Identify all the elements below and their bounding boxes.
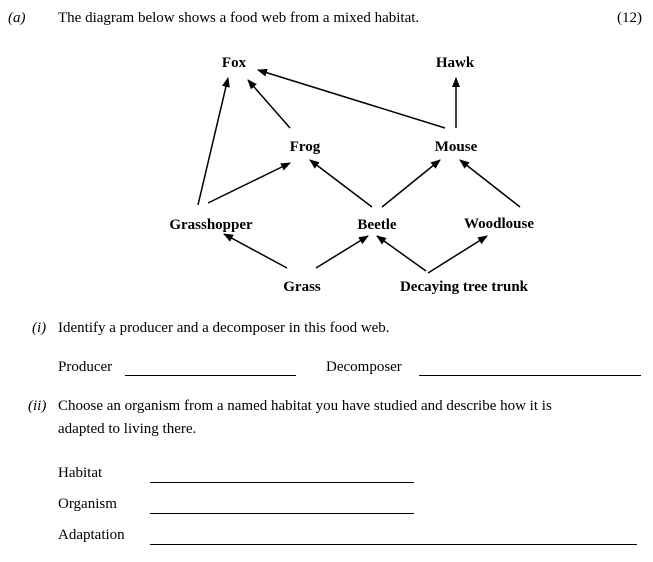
decomposer-answer-line[interactable]: [419, 375, 641, 376]
arrow-frog-to-fox: [248, 80, 290, 128]
arrow-grasshopper-to-frog: [208, 163, 290, 203]
node-decaying-tree-trunk: Decaying tree trunk: [399, 279, 529, 295]
decomposer-label: Decomposer: [326, 359, 402, 375]
organism-answer-line[interactable]: [150, 513, 414, 514]
node-frog: Frog: [289, 139, 321, 155]
node-grass: Grass: [283, 279, 321, 295]
habitat-label: Habitat: [58, 465, 103, 481]
arrow-grass-to-beetle: [316, 236, 368, 268]
node-beetle: Beetle: [357, 217, 397, 233]
producer-answer-line[interactable]: [125, 375, 296, 376]
node-grasshopper: Grasshopper: [169, 217, 253, 233]
organism-label: Organism: [58, 496, 117, 512]
arrow-trunk-to-beetle: [377, 236, 426, 271]
arrow-grass-to-grasshopper: [224, 234, 287, 268]
producer-label: Producer: [58, 359, 113, 375]
question-marks: (12): [617, 10, 642, 26]
arrow-mouse-to-fox: [258, 70, 445, 128]
part-i-text: Identify a producer and a decomposer in this food web.: [58, 320, 390, 336]
question-label: (a): [8, 10, 26, 26]
arrow-woodlouse-to-mouse: [460, 160, 520, 207]
part-ii-text-line2: adapted to living there.: [58, 421, 197, 437]
adaptation-answer-line[interactable]: [150, 544, 637, 545]
question-intro: The diagram below shows a food web from a mixed habitat.: [58, 10, 420, 26]
node-hawk: Hawk: [435, 55, 475, 71]
arrow-trunk-to-woodlouse: [428, 236, 487, 273]
node-woodlouse: Woodlouse: [463, 216, 535, 232]
adaptation-label: Adaptation: [58, 527, 125, 543]
arrow-beetle-to-frog: [310, 160, 372, 207]
node-mouse: Mouse: [434, 139, 478, 155]
part-i-label: (i): [32, 320, 47, 336]
arrow-grasshopper-to-fox: [198, 78, 228, 205]
habitat-answer-line[interactable]: [150, 482, 414, 483]
node-fox: Fox: [221, 55, 247, 71]
part-ii-label: (ii): [28, 398, 47, 414]
part-ii-text-line1: Choose an organism from a named habitat you have studied and describe how it is: [58, 398, 552, 414]
arrow-beetle-to-mouse: [382, 160, 440, 207]
